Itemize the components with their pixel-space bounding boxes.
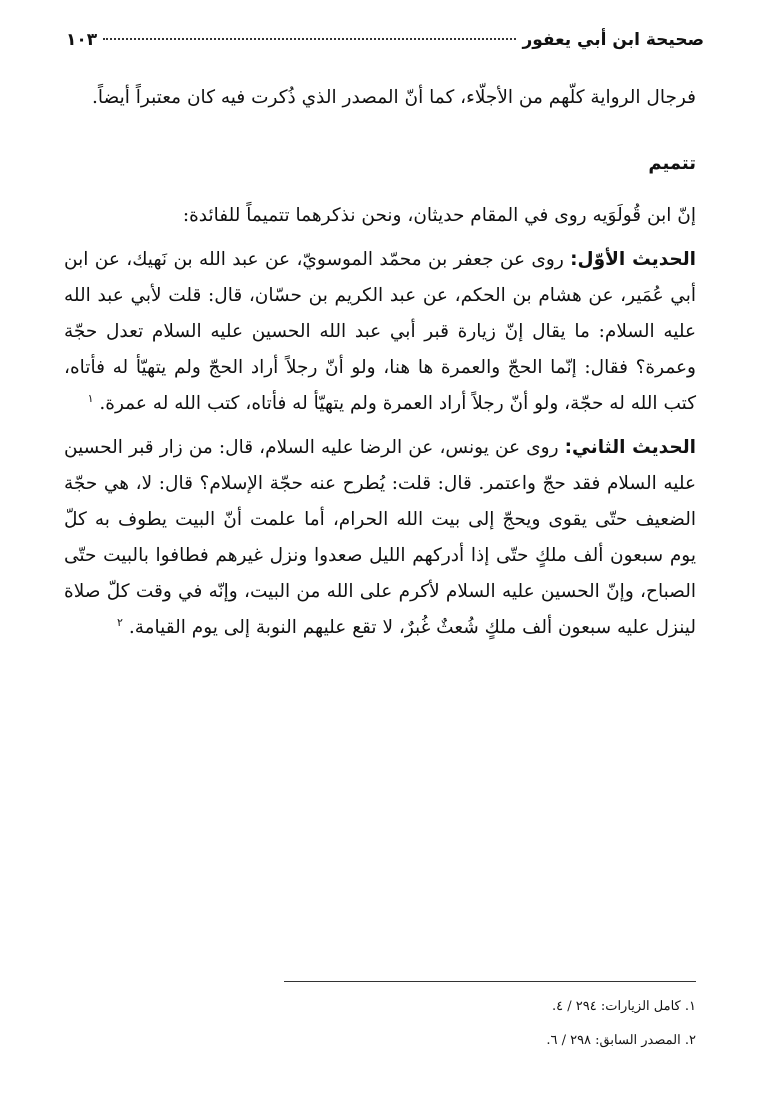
footnote-divider (284, 981, 696, 982)
hadith-1-lead: الحديث الأوّل: (570, 249, 696, 270)
hadith-2-paragraph (64, 430, 696, 646)
footnotes (64, 990, 696, 1058)
footnote-ref-2[interactable]: ٢ (117, 615, 123, 629)
running-header (66, 30, 704, 60)
page-number: ١٠٣ (66, 30, 98, 50)
section-heading: تتميم (648, 153, 696, 174)
footnote-2: ٢. المصدر السابق: ٢٩٨ / ٦. (546, 1033, 696, 1048)
hadith-2-text: روى عن يونس، عن الرضا عليه السلام، قال: من زار قبر الحسين عليه السلام فقد حجّ واعتمر. قال: قلت: يُطرح عنه حجّة الإسلام؟ قال: لا، هي حجّة الضعيف حتّى يقوى ويحجّ إلى بيت الله الحرام، أما علمت أنّ البيت يطوف به كلّ يوم سبعون ألف ملكٍ حتّى إذا أدركهم الليل صعدوا ونزل غيرهم فطافوا بالبيت حتّى الصباح، وإنّ الحسين عليه السلام لأكرم على الله من البيت، وإنّه في وقت كلّ صلاة لينزل عليه سبعون ألف ملكٍ شُعثٌ غُبرٌ، لا تقع عليهم النوبة إلى يوم القيامة. (64, 437, 696, 638)
summary-paragraph: إنّ ابن قُولَوَيه روى في المقام حديثان، ونحن نذكرهما تتميماً للفائدة: (182, 205, 696, 226)
hadith-2-lead: الحديث الثاني: (564, 437, 696, 458)
book-title: صحيحة ابن أبي يعفور (522, 30, 704, 50)
hadith-1-paragraph (64, 242, 696, 422)
dot-leader (103, 38, 516, 40)
footnote-1: ١. كامل الزيارات: ٢٩٤ / ٤. (551, 999, 696, 1014)
main-text (64, 80, 696, 646)
footnote-ref-1[interactable]: ١ (87, 391, 94, 405)
intro-paragraph: فرجال الرواية كلّهم من الأجلّاء، كما أنّ المصدر الذي ذُكرت فيه كان معتبراً أيضاً. (92, 87, 696, 108)
hadith-1-text: روى عن جعفر بن محمّد الموسويّ، عن عبد الله بن نَهيك، عن ابن أبي عُمَير، عن هشام بن الحكم، عن عبد الكريم بن حسّان، قال: قلت لأبي عبد الله عليه السلام: ما يقال إنّ زيارة قبر أبي عبد الله الحسين عليه السلام تعدل حجّة وعمرة؟ فقال: إنّما الحجّ والعمرة ها هنا، ولو أنّ رجلاً أراد الحجّ ولم يتهيّأ له فأتاه، كتب الله له حجّة، ولو أنّ رجلاً أراد العمرة ولم يتهيّأ له فأتاه، كتب الله له عمرة. (64, 249, 696, 414)
